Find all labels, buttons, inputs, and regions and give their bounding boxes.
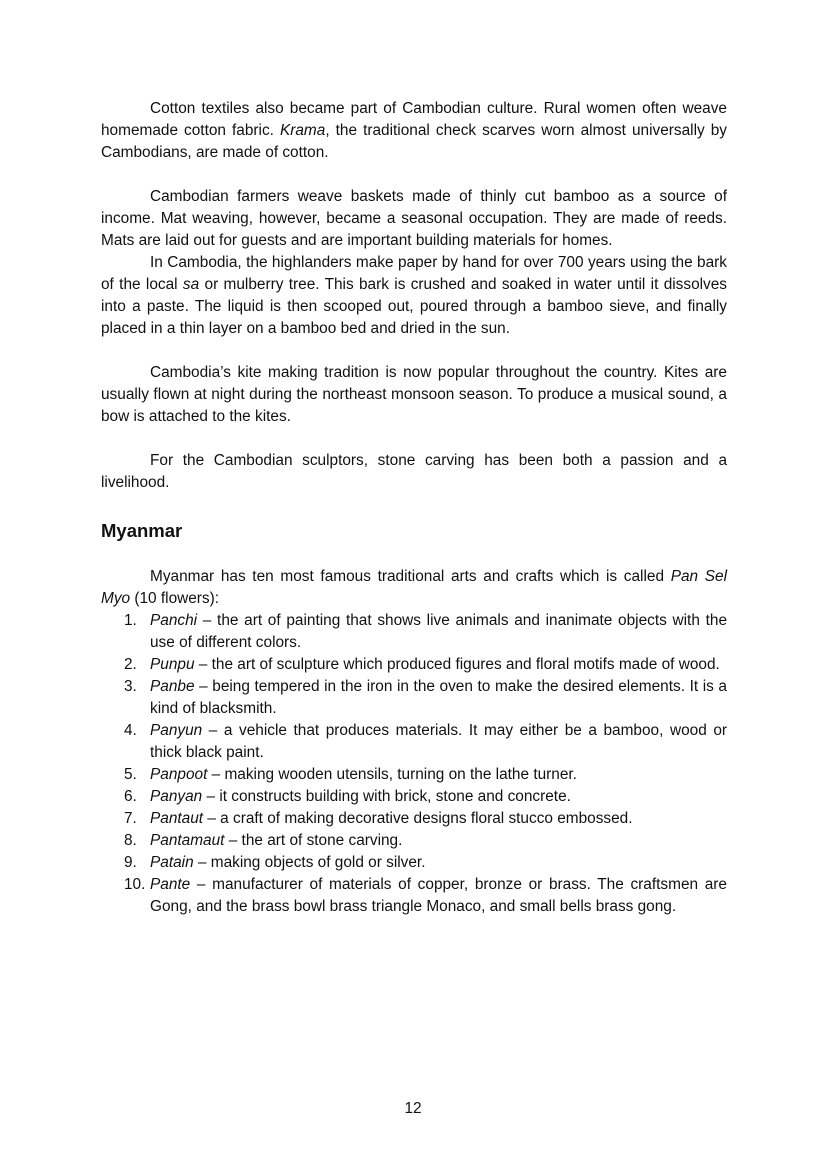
paragraph-baskets: Cambodian farmers weave baskets made of thinly cut bamboo as a source of income. Mat weaving, however, became a seasonal occupation. They are made of reeds. Mats are laid out for guests and are important building materials for homes. [101, 188, 727, 249]
myanmar-intro: Myanmar has ten most famous traditional arts and crafts which is called Pan Sel Myo (10 flowers): [101, 568, 727, 607]
section-heading-myanmar: Myanmar [101, 520, 183, 541]
list-item: 2. Punpu – the art of sculpture which produced figures and floral motifs made of wood. [124, 656, 720, 673]
list-item: 6. Panyan – it constructs building with brick, stone and concrete. [124, 788, 571, 805]
paragraph-kites: Cambodia’s kite making tradition is now popular throughout the country. Kites are usually flown at night during the northeast monsoon season. To produce a musical sound, a bow is attached to the kites. [101, 364, 727, 425]
term-sa: sa [182, 276, 200, 293]
list-item: 4. Panyun – a vehicle that produces materials. It may either be a bamboo, wood or thick black paint. [124, 722, 727, 761]
list-item: 7. Pantaut – a craft of making decorative designs floral stucco embossed. [124, 810, 633, 827]
list-item: 10. Pante – manufacturer of materials of copper, bronze or brass. The craftsmen are Gong, and the brass bowl brass triangle Monaco, and small bells brass gong. [124, 876, 727, 915]
paragraph-cotton: Cotton textiles also became part of Cambodian culture. Rural women often weave homemade cotton fabric. Krama, the traditional check scarves worn almost universally by Cambodians, are made of cotton. [101, 100, 727, 161]
page-body [101, 98, 727, 918]
crafts-list [101, 610, 727, 918]
list-item: 8. Pantamaut – the art of stone carving. [124, 832, 403, 849]
list-item: 5. Panpoot – making wooden utensils, turning on the lathe turner. [124, 766, 577, 783]
term-krama: Krama [279, 122, 326, 139]
paragraph-stone: For the Cambodian sculptors, stone carving has been both a passion and a livelihood. [101, 452, 727, 491]
paragraph-paper: In Cambodia, the highlanders make paper by hand for over 700 years using the bark of the local sa or mulberry tree. This bark is crushed and soaked in water until it dissolves into a paste. The liquid is then scooped out, poured through a bamboo sieve, and finally placed in a thin layer on a bamboo bed and dried in the sun. [101, 254, 727, 337]
list-item: 1. Panchi – the art of painting that shows live animals and inanimate objects with the use of different colors. [124, 612, 727, 651]
list-item: 3. Panbe – being tempered in the iron in the oven to make the desired elements. It is a kind of blacksmith. [124, 678, 727, 717]
page-number: 12 [404, 1100, 422, 1117]
term-pan-sel-myo: Pan Sel Myo [101, 568, 727, 607]
list-item: 9. Patain – making objects of gold or silver. [124, 854, 426, 871]
